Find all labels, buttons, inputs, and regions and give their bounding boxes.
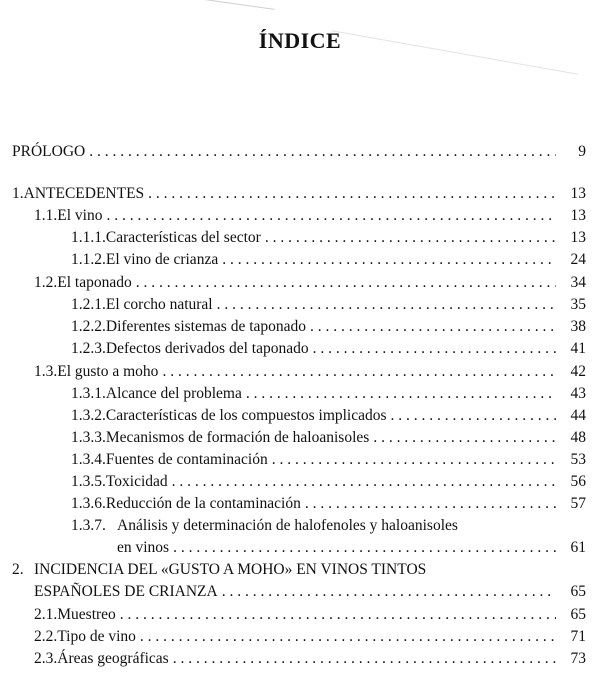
leader-dots bbox=[373, 427, 556, 449]
toc-entry bbox=[12, 405, 586, 427]
toc-entry-label: Mecanismos de formación de haloanisoles bbox=[105, 429, 370, 446]
toc-entry-label: Alcance del problema bbox=[105, 385, 242, 402]
toc-entry-label: PRÓLOGO bbox=[12, 143, 86, 160]
toc-entry-page: 56 bbox=[570, 473, 586, 490]
toc-entry-label: en vinos bbox=[117, 539, 170, 556]
leader-dots bbox=[148, 183, 556, 205]
toc-entry-label: Áreas geográficas bbox=[57, 650, 169, 667]
toc-entry-number: 1.2. bbox=[34, 274, 58, 291]
toc-entry-number: 2.1. bbox=[34, 606, 58, 623]
toc-entry-label: Fuentes de contaminación bbox=[105, 451, 268, 468]
toc-entry bbox=[12, 205, 586, 227]
toc-entry-label: Tipo de vino bbox=[57, 628, 136, 645]
leader-dots bbox=[391, 405, 556, 427]
toc-entry-page: 65 bbox=[570, 606, 586, 623]
toc-entry bbox=[12, 316, 586, 338]
toc-entry-number: 1.3.7. bbox=[71, 517, 106, 534]
toc-entry-number: 1. bbox=[12, 185, 24, 202]
toc-entry-label: Características del sector bbox=[105, 229, 261, 246]
toc-entry-label: El vino de crianza bbox=[105, 251, 219, 268]
toc-entry-page: 71 bbox=[570, 628, 586, 645]
toc-entry-label: El taponado bbox=[57, 274, 132, 291]
toc-entry-page: 53 bbox=[570, 451, 586, 468]
toc-entry-number: 1.1.2. bbox=[71, 251, 106, 268]
toc-entry bbox=[12, 626, 586, 648]
toc-entry-number: 1.3.4. bbox=[71, 451, 106, 468]
leader-dots bbox=[222, 249, 556, 271]
toc-entry bbox=[12, 581, 586, 603]
leader-dots bbox=[89, 141, 556, 163]
toc-entry-label: INCIDENCIA DEL «GUSTO A MOHO» EN VINOS TINTOS bbox=[34, 561, 427, 578]
toc-entry-number: 1.3.3. bbox=[71, 429, 106, 446]
leader-dots bbox=[173, 537, 556, 559]
toc-entry-number: 2. bbox=[12, 561, 24, 578]
leader-dots bbox=[140, 626, 556, 648]
toc-entry-label: Características de los compuestos implicados bbox=[105, 407, 387, 424]
toc-entry-number: 1.3.1. bbox=[71, 385, 106, 402]
toc-entry-label: Toxicidad bbox=[105, 473, 168, 490]
leader-dots bbox=[173, 648, 556, 670]
toc-entry-label: ANTECEDENTES bbox=[23, 185, 145, 202]
toc-entry-number: 1.2.3. bbox=[71, 340, 106, 357]
toc-entry-number: 1.3.2. bbox=[71, 407, 106, 424]
toc-entry-page: 13 bbox=[570, 229, 586, 246]
toc-entry-page: 9 bbox=[578, 143, 586, 160]
toc-entry-label: Defectos derivados del taponado bbox=[105, 340, 309, 357]
toc-entry-page: 48 bbox=[570, 429, 586, 446]
toc-entry bbox=[12, 604, 586, 626]
toc-entry-number: 1.2.2. bbox=[71, 318, 106, 335]
toc-entry bbox=[12, 338, 586, 360]
leader-dots bbox=[313, 338, 556, 360]
toc-entry-page: 35 bbox=[570, 296, 586, 313]
toc-entry-page: 13 bbox=[570, 207, 586, 224]
toc-entry bbox=[12, 361, 586, 383]
leader-dots bbox=[106, 205, 556, 227]
toc-entry bbox=[12, 537, 586, 559]
leader-dots bbox=[246, 383, 556, 405]
toc-entry-label: El gusto a moho bbox=[57, 363, 159, 380]
toc-entry bbox=[12, 227, 586, 249]
page-title: ÍNDICE bbox=[258, 28, 342, 53]
toc-entry bbox=[12, 648, 586, 670]
toc-entry-page: 43 bbox=[570, 385, 586, 402]
toc-entry-page: 41 bbox=[570, 340, 586, 357]
toc-entry-label: El corcho natural bbox=[105, 296, 213, 313]
toc-entry-page: 24 bbox=[570, 251, 586, 268]
toc-entry-label: Diferentes sistemas de taponado bbox=[105, 318, 307, 335]
toc-entry-number: 2.3. bbox=[34, 650, 58, 667]
toc-entry bbox=[12, 449, 586, 471]
leader-dots bbox=[310, 316, 556, 338]
leader-dots bbox=[162, 361, 556, 383]
leader-dots bbox=[272, 449, 556, 471]
toc-entry bbox=[12, 383, 586, 405]
toc-entry bbox=[12, 272, 586, 294]
toc-entry bbox=[12, 141, 586, 163]
toc-entry bbox=[12, 294, 586, 316]
toc-entry-page: 61 bbox=[570, 539, 586, 556]
leader-dots bbox=[172, 471, 556, 493]
toc-entry-page: 57 bbox=[570, 495, 586, 512]
leader-dots bbox=[222, 581, 556, 603]
scan-artifact-line bbox=[205, 0, 274, 10]
toc-entry-page: 42 bbox=[570, 363, 586, 380]
toc-entry-number: 1.1.1. bbox=[71, 229, 106, 246]
toc-entry-label: Muestreo bbox=[57, 606, 116, 623]
toc-entry bbox=[12, 493, 586, 515]
toc-entry-number: 1.3. bbox=[34, 363, 58, 380]
toc-entry-page: 65 bbox=[570, 583, 586, 600]
toc-entry bbox=[12, 183, 586, 205]
toc-entry-page: 73 bbox=[570, 650, 586, 667]
toc-entry-page: 34 bbox=[570, 274, 586, 291]
leader-dots bbox=[265, 227, 556, 249]
toc-entry-number: 1.3.6. bbox=[71, 495, 106, 512]
leader-dots bbox=[305, 493, 556, 515]
toc-entry-first-line bbox=[12, 559, 586, 581]
toc-entry-page: 44 bbox=[570, 407, 586, 424]
toc-entry-label: ESPAÑOLES DE CRIANZA bbox=[34, 583, 218, 600]
toc-entry-first-line bbox=[12, 515, 586, 537]
toc-entry-label: Reducción de la contaminación bbox=[105, 495, 301, 512]
leader-dots bbox=[120, 604, 556, 626]
toc-entry bbox=[12, 249, 586, 271]
toc-entry-page: 13 bbox=[570, 185, 586, 202]
toc-entry-label: Análisis y determinación de halofenoles y haloanisoles bbox=[117, 517, 458, 534]
toc-entry-number: 1.1. bbox=[34, 207, 58, 224]
leader-dots bbox=[217, 294, 556, 316]
toc-entry-number: 2.2. bbox=[34, 628, 58, 645]
toc-entry bbox=[12, 427, 586, 449]
toc-entry-number: 1.3.5. bbox=[71, 473, 106, 490]
toc-entry bbox=[12, 471, 586, 493]
toc-entry-number: 1.2.1. bbox=[71, 296, 106, 313]
toc-entry-label: El vino bbox=[57, 207, 103, 224]
leader-dots bbox=[136, 272, 556, 294]
toc-entry-page: 38 bbox=[570, 318, 586, 335]
